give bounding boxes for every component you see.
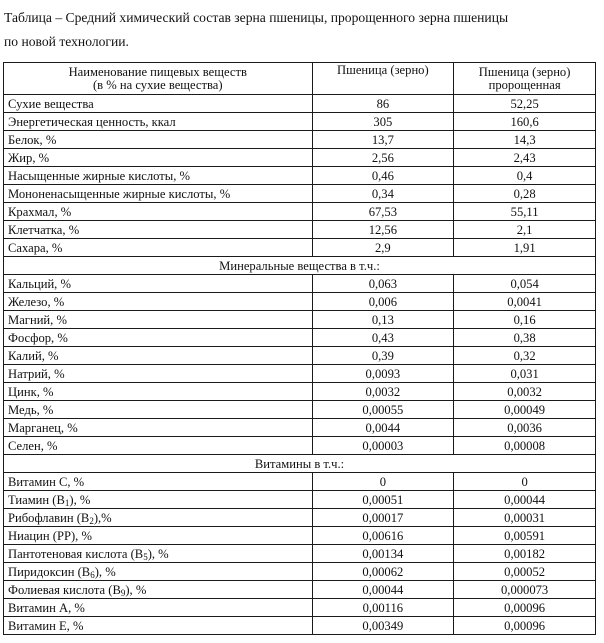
nutrient-name: Витамин Е, %: [8, 618, 84, 633]
section-row: [4, 455, 596, 473]
sprouted-wheat-value: 55,11: [454, 203, 596, 221]
sprouted-wheat-value: 0,00044: [454, 491, 596, 509]
table-row: [4, 437, 596, 455]
nutrient-name-cell: [4, 581, 313, 599]
table-row: [4, 221, 596, 239]
nutrient-name: Ниацин (РР), %: [8, 528, 92, 543]
nutrient-name-cell: Мононенасыщенные жирные кислоты, %: [4, 185, 313, 203]
header-name-line-1: Наименование пищевых веществ: [68, 64, 247, 79]
nutrient-name: Витамин С, %: [8, 474, 85, 489]
table-row: [4, 95, 596, 113]
nutrient-name-cell: [4, 563, 313, 581]
nutrient-name-cell: [4, 491, 313, 509]
nutrient-name-cell: Крахмал, %: [4, 203, 313, 221]
sprouted-wheat-value: 2,43: [454, 149, 596, 167]
table-row: [4, 581, 596, 599]
wheat-value: 0,34: [312, 185, 454, 203]
table-row: [4, 113, 596, 131]
header-sprouted-wheat: [454, 63, 596, 95]
table-row: [4, 293, 596, 311]
nutrient-name-cell: Насыщенные жирные кислоты, %: [4, 167, 313, 185]
table-row: [4, 401, 596, 419]
nutrient-name-cell: Железо, %: [4, 293, 313, 311]
nutrient-name: Пиридоксин (В: [8, 564, 91, 579]
header-wheat-label: Пшеница (зерно): [337, 63, 429, 77]
vitamins-section: [4, 455, 596, 473]
header-sprout-line-1: Пшеница (зерно): [478, 64, 571, 79]
nutrient-name-cell: [4, 527, 313, 545]
table-row: [4, 617, 596, 635]
nutrient-name: Фолиевая кислота (В: [8, 582, 121, 597]
nutrient-name-cell: [4, 599, 313, 617]
nutrient-name-cell: [4, 473, 313, 491]
nutrient-name-cell: Магний, %: [4, 311, 313, 329]
sprouted-wheat-value: 0,031: [454, 365, 596, 383]
minerals-section: [4, 257, 596, 275]
sprouted-wheat-value: 0,16: [454, 311, 596, 329]
nutrient-name-cell: Жир, %: [4, 149, 313, 167]
wheat-value: 0,0032: [312, 383, 454, 401]
table-row: [4, 527, 596, 545]
table-row: [4, 131, 596, 149]
caption-line-2: по новой технологии.: [4, 34, 129, 49]
table-row: [4, 545, 596, 563]
caption-line-1: Таблица – Средний химический состав зерна пшеницы, пророщенного зерна пшеницы: [4, 10, 509, 25]
wheat-value: 0,13: [312, 311, 454, 329]
wheat-value: 0,00116: [312, 599, 454, 617]
nutrient-name: Пантотеновая кислота (В: [8, 546, 144, 561]
nutrient-name-cell: Кальций, %: [4, 275, 313, 293]
header-row: [4, 63, 596, 95]
wheat-value: 0,0093: [312, 365, 454, 383]
nutrient-name-suffix: ), %: [69, 492, 91, 507]
nutrient-name-suffix: ),%: [93, 510, 112, 525]
sprouted-wheat-value: 0,00052: [454, 563, 596, 581]
nutrient-name-cell: Белок, %: [4, 131, 313, 149]
header-sprout-line-2: пророщенная: [488, 77, 561, 92]
vitamin-subscript: 9: [120, 587, 126, 598]
table-row: [4, 347, 596, 365]
sprouted-wheat-value: 0,32: [454, 347, 596, 365]
wheat-value: 0,00349: [312, 617, 454, 635]
table-row: [4, 563, 596, 581]
sprouted-wheat-value: 160,6: [454, 113, 596, 131]
table-row: [4, 599, 596, 617]
wheat-value: 0: [312, 473, 454, 491]
table-row: [4, 311, 596, 329]
wheat-value: 0,00017: [312, 509, 454, 527]
nutrient-name-cell: Медь, %: [4, 401, 313, 419]
wheat-value: 0,46: [312, 167, 454, 185]
composition-table: [3, 62, 596, 635]
nutrient-name-cell: [4, 617, 313, 635]
wheat-value: 0,00055: [312, 401, 454, 419]
sprouted-wheat-value: 0: [454, 473, 596, 491]
sprouted-wheat-value: 2,1: [454, 221, 596, 239]
wheat-value: 0,00616: [312, 527, 454, 545]
table-row: [4, 185, 596, 203]
nutrient-name-cell: [4, 509, 313, 527]
vitamins-group: [4, 473, 596, 635]
wheat-value: 0,00003: [312, 437, 454, 455]
table-row: [4, 473, 596, 491]
sprouted-wheat-value: 0,4: [454, 167, 596, 185]
nutrient-name-suffix: ), %: [125, 582, 147, 597]
section-row: [4, 257, 596, 275]
nutrient-name: Рибофлавин (В: [8, 510, 90, 525]
nutrient-name-cell: Сахара, %: [4, 239, 313, 257]
header-nutrient-name: [4, 63, 313, 95]
nutrient-name-cell: [4, 545, 313, 563]
nutrient-name-suffix: ), %: [94, 564, 116, 579]
wheat-value: 2,56: [312, 149, 454, 167]
wheat-value: 0,00051: [312, 491, 454, 509]
nutrient-name-cell: Селен, %: [4, 437, 313, 455]
wheat-value: 0,00044: [312, 581, 454, 599]
table-row: [4, 491, 596, 509]
nutrient-name: Тиамин (В: [8, 492, 65, 507]
nutrient-name-cell: Фосфор, %: [4, 329, 313, 347]
wheat-value: 0,00134: [312, 545, 454, 563]
wheat-value: 0,063: [312, 275, 454, 293]
vitamin-subscript: 6: [90, 569, 95, 580]
sprouted-wheat-value: 0,00591: [454, 527, 596, 545]
wheat-value: 86: [312, 95, 454, 113]
nutrient-name-cell: Цинк, %: [4, 383, 313, 401]
table-row: [4, 383, 596, 401]
wheat-value: 0,006: [312, 293, 454, 311]
minerals-section-title: Минеральные вещества в т.ч.:: [4, 257, 596, 275]
nutrient-name-cell: Клетчатка, %: [4, 221, 313, 239]
header-name-line-2: (в % на сухие вещества): [92, 77, 223, 92]
sprouted-wheat-value: 0,0032: [454, 383, 596, 401]
vitamin-subscript: 2: [89, 515, 94, 526]
wheat-value: 12,56: [312, 221, 454, 239]
sprouted-wheat-value: 14,3: [454, 131, 596, 149]
sprouted-wheat-value: 0,00031: [454, 509, 596, 527]
sprouted-wheat-value: 0,00049: [454, 401, 596, 419]
wheat-value: 0,00062: [312, 563, 454, 581]
wheat-value: 305: [312, 113, 454, 131]
sprouted-wheat-value: 0,00182: [454, 545, 596, 563]
nutrient-name-cell: Натрий, %: [4, 365, 313, 383]
sprouted-wheat-value: 0,00096: [454, 599, 596, 617]
sprouted-wheat-value: 52,25: [454, 95, 596, 113]
table-row: [4, 509, 596, 527]
nutrient-name-suffix: ), %: [147, 546, 169, 561]
table-row: [4, 419, 596, 437]
header-wheat: [312, 63, 454, 95]
sprouted-wheat-value: 0,000073: [454, 581, 596, 599]
sprouted-wheat-value: 0,38: [454, 329, 596, 347]
vitamin-subscript: 5: [143, 551, 148, 562]
wheat-value: 0,39: [312, 347, 454, 365]
sprouted-wheat-value: 0,28: [454, 185, 596, 203]
nutrient-name: Витамин А, %: [8, 600, 85, 615]
nutrient-name-cell: Калий, %: [4, 347, 313, 365]
table-row: [4, 329, 596, 347]
nutrient-name-cell: Марганец, %: [4, 419, 313, 437]
vitamin-subscript: 1: [64, 497, 70, 508]
table-row: [4, 239, 596, 257]
nutrient-name-cell: Сухие вещества: [4, 95, 313, 113]
sprouted-wheat-value: 0,00096: [454, 617, 596, 635]
table-row: [4, 167, 596, 185]
wheat-value: 0,43: [312, 329, 454, 347]
wheat-value: 67,53: [312, 203, 454, 221]
wheat-value: 13,7: [312, 131, 454, 149]
sprouted-wheat-value: 1,91: [454, 239, 596, 257]
nutrient-name-cell: Энергетическая ценность, ккал: [4, 113, 313, 131]
table-row: [4, 149, 596, 167]
wheat-value: 0,0044: [312, 419, 454, 437]
table-caption: [4, 6, 600, 54]
table-row: [4, 275, 596, 293]
sprouted-wheat-value: 0,054: [454, 275, 596, 293]
sprouted-wheat-value: 0,0041: [454, 293, 596, 311]
main-nutrients-group: [4, 95, 596, 257]
sprouted-wheat-value: 0,00008: [454, 437, 596, 455]
table-row: [4, 365, 596, 383]
minerals-group: [4, 275, 596, 455]
table-row: [4, 203, 596, 221]
wheat-value: 2,9: [312, 239, 454, 257]
sprouted-wheat-value: 0,0036: [454, 419, 596, 437]
vitamins-section-title: Витамины в т.ч.:: [4, 455, 596, 473]
